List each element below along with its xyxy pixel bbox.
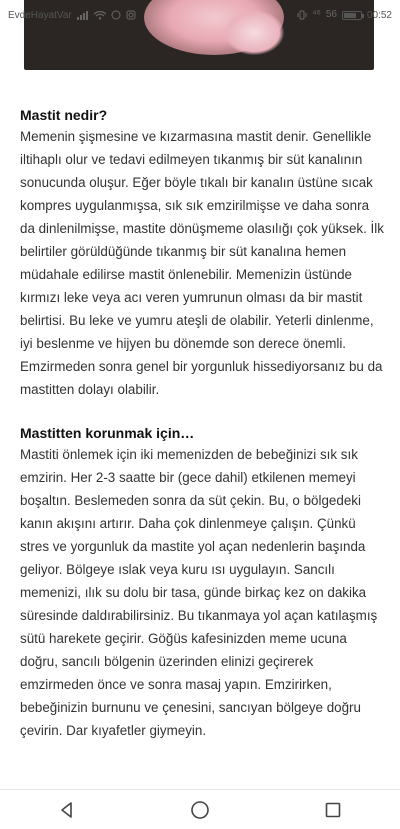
section-heading: Mastitten korunmak için… xyxy=(20,425,195,441)
nav-back-button[interactable] xyxy=(47,795,87,825)
back-triangle-icon xyxy=(58,801,76,819)
signal-level-label: 56 xyxy=(325,9,337,20)
section-prevention xyxy=(20,423,386,742)
battery-icon xyxy=(342,11,362,20)
carrier-name: EvdeHayatVar xyxy=(8,9,72,21)
section-heading: Mastit nedir? xyxy=(20,107,108,123)
section-what-is-mastitis xyxy=(20,105,386,401)
recents-square-icon xyxy=(324,801,342,819)
nav-home-button[interactable] xyxy=(180,795,220,825)
system-nav-bar xyxy=(0,790,400,829)
status-left xyxy=(8,10,136,21)
status-right xyxy=(297,10,392,21)
wifi-icon xyxy=(94,11,106,20)
section-body: Mastiti önlemek için iki memenizden de bebeğinizi sık sık emzirin. Her 2-3 saatte bir (gece dahil) etkilenen memeyi boşaltın. Beslemeden sonra da süt çekin. Bu, o bölgedeki kanın akışını artırır. Daha çok dinlenmeye çalışın. Çünkü stres ve yorgunluk da mastite yol açan nedenlerin başında geliyor. Bölgeye ıslak veya kuru ısı uygulayın. Sancılı memenizi, ılık su dolu bir tasa, günde birkaç kez on dakika süresinde daldırabilirsiniz. Bu tıkanmaya yol açan katılaşmış sütü harekete geçirir. Göğüs kafesinizden meme ucuna doğru, sancılı bölgenin üzerinden elinizi geçirerek emzirmeden önce ve sonra masaj yapın. Emzirirken, bebeğinizin burnunu ve çenesini, sancıyan bölgeye doğru çevirin. Dar kıyafetler giymeyin. xyxy=(20,447,378,738)
vibrate-icon xyxy=(297,10,307,20)
home-circle-icon xyxy=(190,800,210,820)
network-type-label: ⁴⁶ xyxy=(312,9,321,20)
clock: 00:52 xyxy=(366,9,392,21)
instagram-icon xyxy=(126,10,136,20)
signal-icon xyxy=(77,11,89,20)
battery-fill xyxy=(344,13,356,18)
article-content xyxy=(20,105,386,742)
status-bar xyxy=(0,0,400,30)
section-body: Memenin şişmesine ve kızarmasına mastit denir. Genellikle iltihaplı olur ve tedavi edilmeyen tıkanmış bir süt kanalının sonucunda oluşur. Eğer böyle tıkalı bir kanalın üstüne sıcak kompres uygulanmışsa, sık sık emzirilmişse ve daha sonra da dinlenilmişse, mastite dönüşmeme olasılığı çok yüksek. İlk belirtiler görüldüğünde tıkanmış bir süt kanalına hemen müdahale edilirse mastit önlenebilir. Memenizin üstünde kırmızı leke veya acı veren yumrunun olması da bir mastit belirtisi. Bu leke ve yumru ateşli de olabilir. Yeterli dinlenme, iyi beslenme ve hijyen bu dönemde son derece önemli. Emzirmeden sonra genel bir yorgunluk hissediyorsanız bu da mastitten dolayı olabilir. xyxy=(20,129,384,397)
nav-recents-button[interactable] xyxy=(313,795,353,825)
whatsapp-icon xyxy=(111,10,121,20)
